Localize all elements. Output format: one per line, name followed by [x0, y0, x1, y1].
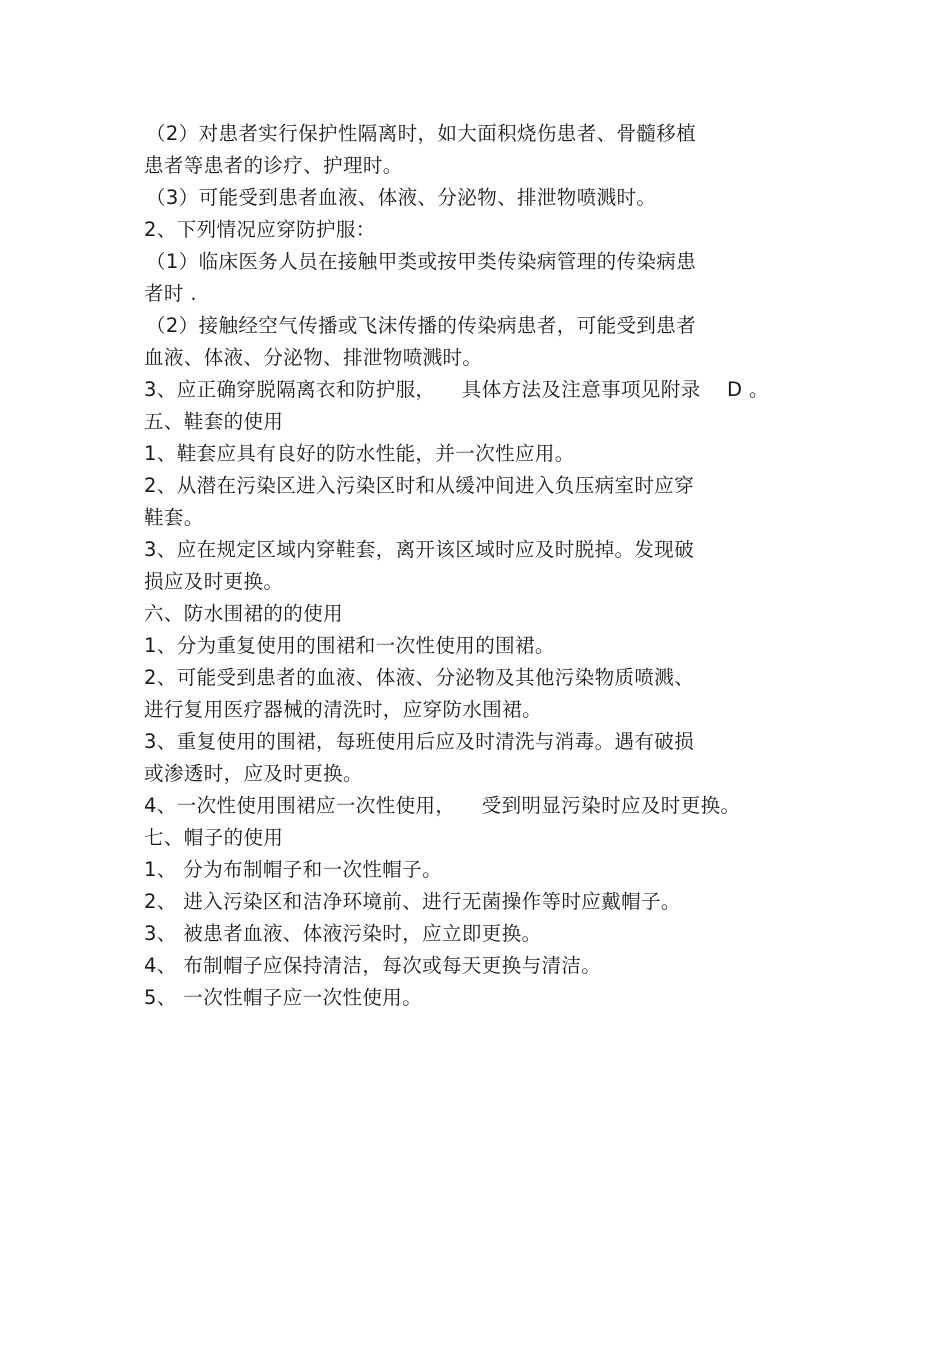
text-line: 3、应正确穿脱隔离衣和防护服， 具体方法及注意事项见附录 D 。 — [144, 378, 769, 401]
text-line: 3、应在规定区域内穿鞋套，离开该区域时应及时脱掉。发现破 — [144, 538, 695, 561]
text-line: 4、 布制帽子应保持清洁，每次或每天更换与清洁。 — [144, 954, 602, 977]
text-line: 3、重复使用的围裙，每班使用后应及时清洗与消毒。遇有破损 — [144, 730, 695, 753]
text-line: 5、 一次性帽子应一次性使用。 — [144, 986, 423, 1009]
text-line: 1、 分为布制帽子和一次性帽子。 — [144, 858, 443, 881]
text-line: （3）可能受到患者血液、体液、分泌物、排泄物喷溅时。 — [146, 186, 657, 209]
text-line: 血液、体液、分泌物、排泄物喷溅时。 — [144, 346, 483, 369]
section-heading: 五、鞋套的使用 — [144, 410, 284, 433]
text-line: 2、从潜在污染区进入污染区时和从缓冲间进入负压病室时应穿 — [144, 474, 695, 497]
text-line: （1）临床医务人员在接触甲类或按甲类传染病管理的传染病患 — [146, 250, 697, 273]
text-line: 进行复用医疗器械的清洗时，应穿防水围裙。 — [144, 698, 543, 721]
text-line: 2、下列情况应穿防护服： — [144, 218, 376, 241]
text-line: 损应及时更换。 — [144, 570, 284, 593]
text-line: 患者等患者的诊疗、护理时。 — [144, 154, 403, 177]
text-line: 2、可能受到患者的血液、体液、分泌物及其他污染物质喷溅、 — [144, 666, 695, 689]
section-heading: 七、帽子的使用 — [144, 826, 284, 849]
text-line: 者时 . — [144, 282, 197, 305]
text-line: （2）接触经空气传播或飞沫传播的传染病患者，可能受到患者 — [146, 314, 697, 337]
text-line: 3、 被患者血液、体液污染时，应立即更换。 — [144, 922, 542, 945]
section-heading: 六、防水围裙的的使用 — [144, 602, 344, 625]
text-line: 鞋套。 — [144, 506, 204, 529]
text-line: 1、鞋套应具有良好的防水性能，并一次性应用。 — [144, 442, 575, 465]
text-line: 2、 进入污染区和洁净环境前、进行无菌操作等时应戴帽子。 — [144, 890, 681, 913]
text-line: 4、一次性使用围裙应一次性使用， 受到明显污染时应及时更换。 — [144, 794, 741, 817]
text-line: 1、分为重复使用的围裙和一次性使用的围裙。 — [144, 634, 555, 657]
text-line: 或渗透时，应及时更换。 — [144, 762, 363, 785]
text-line: （2）对患者实行保护性隔离时，如大面积烧伤患者、骨髓移植 — [146, 122, 697, 145]
